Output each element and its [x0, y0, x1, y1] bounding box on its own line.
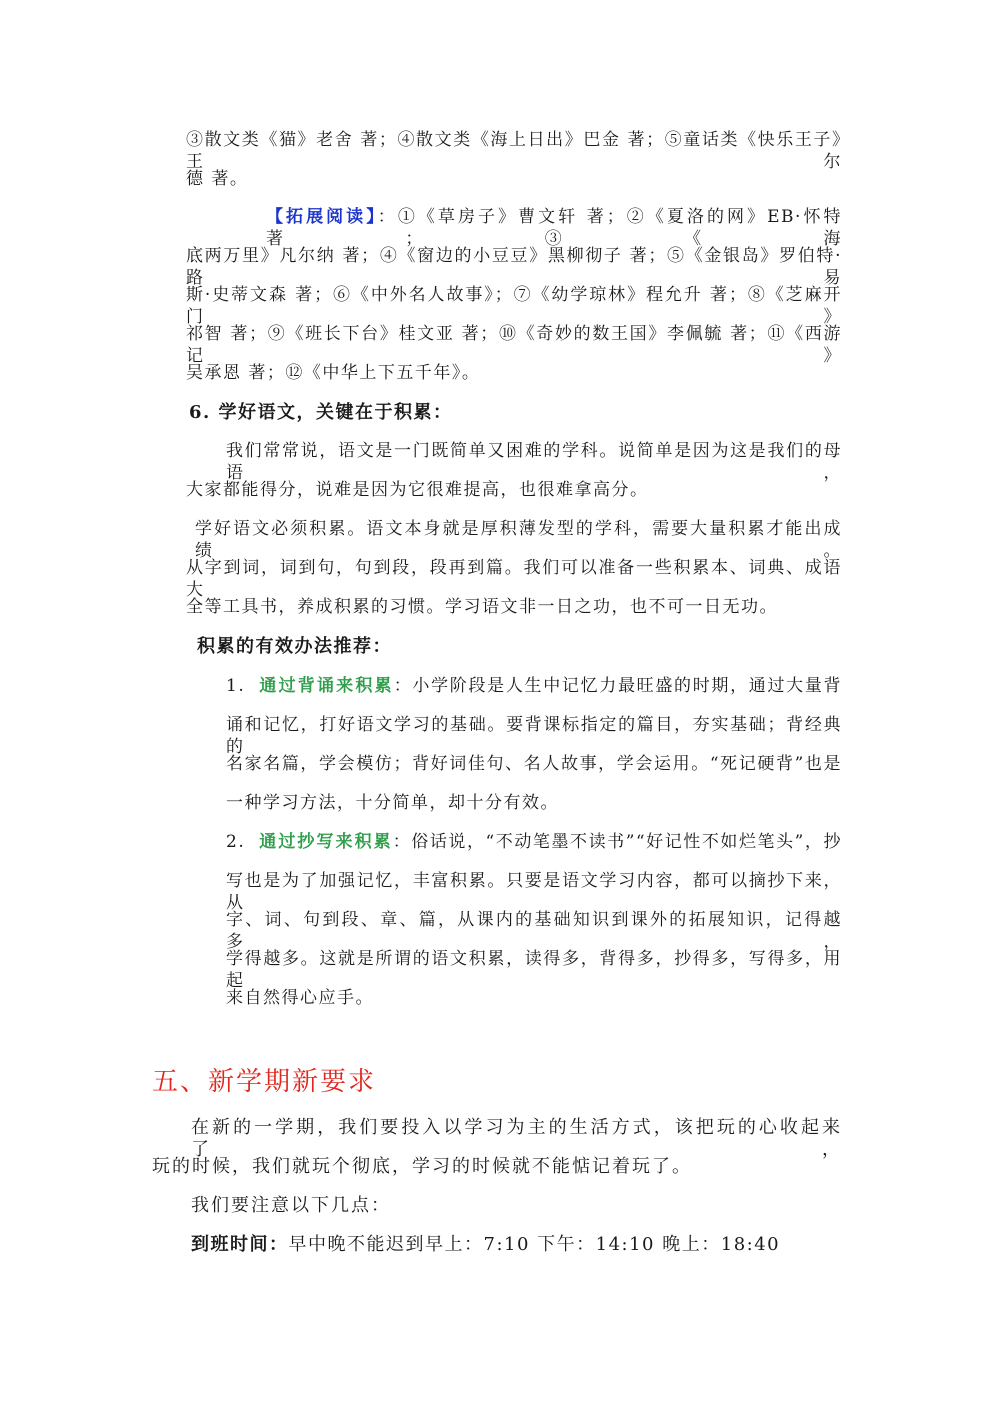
arrival-time-line [191, 1234, 780, 1256]
method-2-line: 学得越多。这就是所谓的语文积累，读得多，背得多，抄得多，写得多，用起 [226, 949, 842, 991]
method-2-line: 来自然得心应手。 [226, 988, 374, 1008]
point6-heading: 6. 学好语文，关键在于积累： [189, 402, 453, 423]
paragraph-line: 大家都能得分，说难是因为它很难提高，也很难拿高分。 [186, 480, 649, 500]
method-1-label: 通过背诵来积累 [259, 676, 394, 696]
arrival-time-label: 到班时间： [191, 1234, 289, 1255]
method-1-number: 1. [226, 676, 246, 696]
paragraph-line: 我们常常说，语文是一门既简单又困难的学科。说简单是因为这是我们的母语， [226, 441, 842, 483]
section5-paragraph-line: 玩的时候，我们就玩个彻底，学习的时候就不能惦记着玩了。 [152, 1156, 692, 1177]
paragraph-line: 全等工具书，养成积累的习惯。学习语文非一日之功，也不可一日无功。 [186, 597, 778, 617]
extended-reading-line: 底两万里》凡尔纳 著；④《窗边的小豆豆》黑柳彻子 著；⑤《金银岛》罗伯特·路易 [186, 246, 842, 288]
arrival-time-text: 早中晚不能迟到早上：7:10 下午：14:10 晚上：18:40 [288, 1234, 781, 1255]
extended-reading-line: 吴承恩 著；⑫《中华上下五千年》。 [186, 363, 481, 383]
method-1-text: ：小学阶段是人生中记忆力最旺盛的时期，通过大量背 [393, 676, 843, 696]
method-1-line: 一种学习方法，十分简单，却十分有效。 [226, 793, 559, 813]
section5-paragraph-line: 我们要注意以下几点： [191, 1195, 391, 1216]
extended-reading-line: 祁智 著；⑨《班长下台》桂文亚 著；⑩《奇妙的数王国》李佩毓 著；⑪《西游记》 [186, 324, 842, 366]
method-2-label: 通过抄写来积累 [259, 832, 393, 852]
reading-list-line: 德 著。 [186, 169, 249, 189]
method-2-line [226, 831, 842, 853]
method-2-line: 写也是为了加强记忆，丰富积累。只要是语文学习内容，都可以摘抄下来，从 [226, 871, 842, 913]
method-1-line [226, 675, 842, 697]
reading-list-line: ③散文类《猫》老舍 著；④散文类《海上日出》巴金 著；⑤童话类《快乐王子》王尔 [186, 130, 842, 172]
section5-paragraph-line: 在新的一学期，我们要投入以学习为主的生活方式，该把玩的心收起来了， [191, 1117, 842, 1160]
paragraph-line: 从字到词，词到句，句到段，段再到篇。我们可以准备一些积累本、词典、成语大 [186, 558, 842, 600]
method-2-text: ：俗话说，“不动笔墨不读书”“好记性不如烂笔头”，抄 [392, 832, 842, 852]
method-2-line: 字、词、句到段、章、篇，从课内的基础知识到课外的拓展知识，记得越多， [226, 910, 842, 952]
methods-heading: 积累的有效办法推荐： [197, 636, 392, 657]
method-1-line: 诵和记忆，打好语文学习的基础。要背课标指定的篇目，夯实基础；背经典的 [226, 715, 842, 757]
paragraph-line: 学好语文必须积累。语文本身就是厚积薄发型的学科，需要大量积累才能出成绩。 [195, 519, 842, 561]
method-2-number: 2. [226, 832, 246, 852]
extended-reading-line: 斯·史蒂文森 著；⑥《中外名人故事》；⑦《幼学琼林》程允升 著；⑧《芝麻开门》 [186, 285, 842, 327]
extended-reading-label: 【拓展阅读】 [266, 207, 378, 227]
extended-reading-line [266, 206, 842, 250]
extended-reading-text: ：①《草房子》曹文轩 著；②《夏洛的网》EB·怀特 著；③《海 [266, 207, 842, 249]
section-title: 五、新学期新要求 [152, 1067, 377, 1097]
method-1-line: 名家名篇，学会模仿；背好词佳句、名人故事，学会运用。“死记硬背”也是 [226, 754, 842, 774]
